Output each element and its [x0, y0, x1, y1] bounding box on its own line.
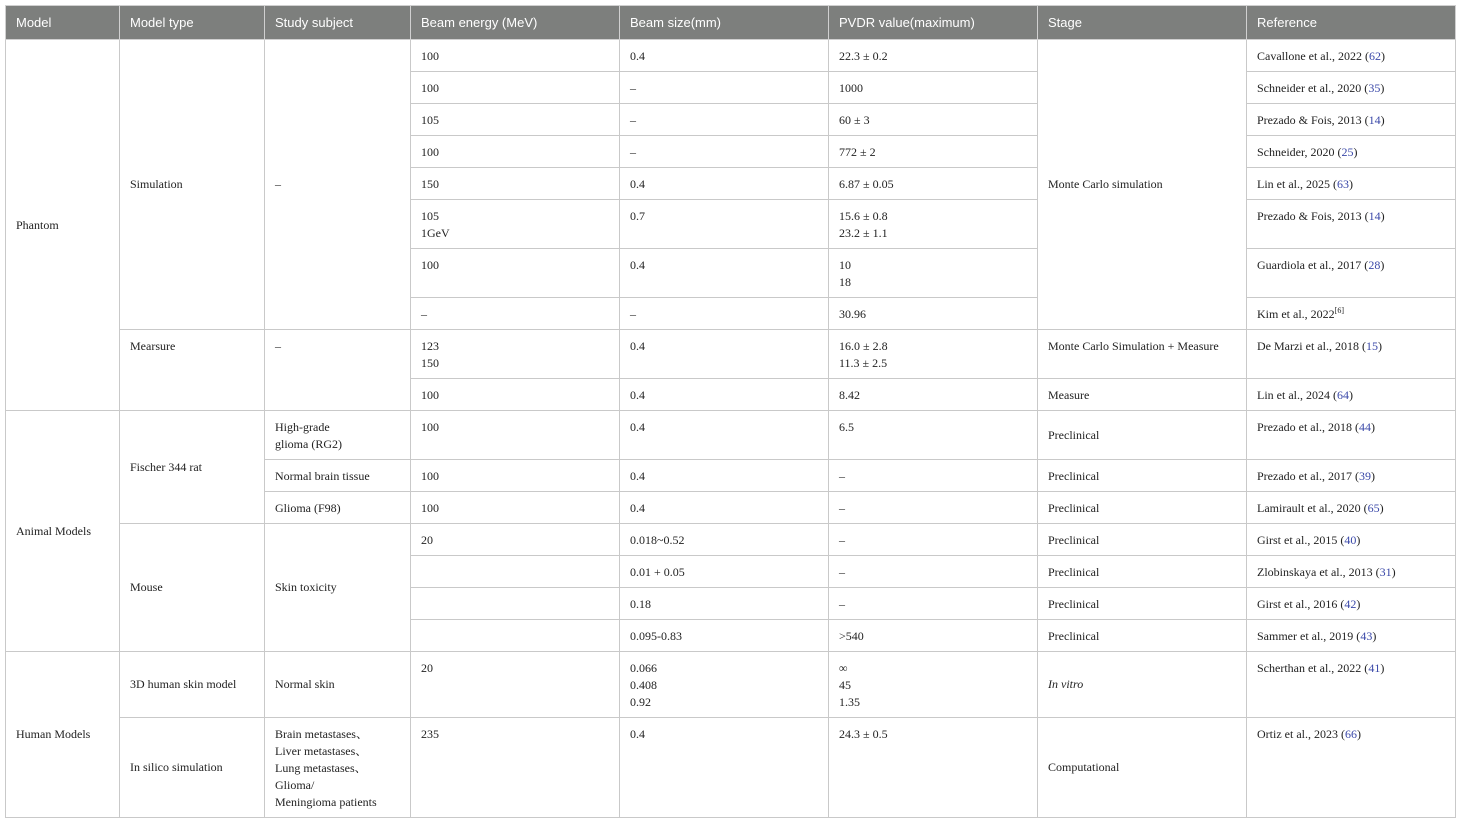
size-cell: 0.18 [620, 588, 829, 620]
study-subject-cell: Normal skin [265, 652, 411, 718]
reference-cell [1247, 718, 1456, 818]
reference-text: Kim et al., 2022 [1257, 307, 1335, 321]
reference-cell [1247, 104, 1456, 136]
reference-cell [1247, 588, 1456, 620]
reference-link[interactable]: 44 [1358, 420, 1371, 434]
reference-close: ) [1380, 81, 1385, 95]
reference-close: ) [1379, 501, 1384, 515]
reference-close: ) [1356, 597, 1361, 611]
stage-cell: Preclinical [1038, 524, 1247, 556]
pvdr-cell: – [829, 556, 1038, 588]
table-row [6, 524, 1456, 556]
energy-cell: 123 150 [411, 330, 620, 379]
energy-cell: 100 [411, 460, 620, 492]
stage-cell: Monte Carlo simulation [1038, 40, 1247, 330]
reference-text: Prezado et al., 2017 ( [1257, 469, 1359, 483]
reference-cell [1247, 200, 1456, 249]
pvdr-cell: 60 ± 3 [829, 104, 1038, 136]
reference-close: ) [1370, 469, 1375, 483]
size-cell: 0.4 [620, 40, 829, 72]
reference-close: ) [1391, 565, 1396, 579]
pvdr-cell: – [829, 524, 1038, 556]
model-type-cell: Mearsure [120, 330, 265, 411]
reference-text: Sammer et al., 2019 ( [1257, 629, 1361, 643]
pvdr-cell: ∞ 45 1.35 [829, 652, 1038, 718]
pvdr-cell: 10 18 [829, 249, 1038, 298]
reference-text: Lin et al., 2024 ( [1257, 388, 1337, 402]
reference-text: De Marzi et al., 2018 ( [1257, 339, 1366, 353]
pvdr-cell: 24.3 ± 0.5 [829, 718, 1038, 818]
study-subject-cell: – [265, 40, 411, 330]
stage-cell: Preclinical [1038, 588, 1247, 620]
reference-close: ) [1377, 339, 1382, 353]
model-type-cell: Fischer 344 rat [120, 411, 265, 524]
stage-cell: Preclinical [1038, 460, 1247, 492]
energy-cell [411, 620, 620, 652]
study-subject-cell: Brain metastases、 Liver metastases、 Lung metastases、 Glioma/ Meningioma patients [265, 718, 411, 818]
reference-link[interactable]: 39 [1358, 469, 1371, 483]
energy-cell: 100 [411, 492, 620, 524]
stage-cell: Computational [1038, 718, 1247, 818]
pvdr-cell: 6.5 [829, 411, 1038, 460]
reference-cell [1247, 460, 1456, 492]
reference-text: Scherthan et al., 2022 ( [1257, 661, 1369, 675]
reference-close: ) [1356, 727, 1361, 741]
header-reference: Reference [1247, 6, 1456, 40]
energy-cell: 20 [411, 652, 620, 718]
energy-cell: – [411, 298, 620, 330]
stage-cell: Preclinical [1038, 492, 1247, 524]
reference-superscript: [6] [1334, 306, 1344, 315]
size-cell: – [620, 298, 829, 330]
reference-cell [1247, 72, 1456, 104]
reference-cell [1247, 652, 1456, 718]
data-table [5, 5, 1456, 818]
size-cell: – [620, 136, 829, 168]
header-beam-size: Beam size(mm) [620, 6, 829, 40]
reference-close: ) [1380, 113, 1385, 127]
reference-close: ) [1348, 177, 1353, 191]
size-cell: 0.4 [620, 330, 829, 379]
reference-cell [1247, 620, 1456, 652]
energy-cell: 235 [411, 718, 620, 818]
energy-cell: 100 [411, 40, 620, 72]
energy-cell: 100 [411, 72, 620, 104]
reference-link[interactable]: 35 [1368, 81, 1381, 95]
reference-link[interactable]: 66 [1344, 727, 1357, 741]
study-subject-cell: High-grade glioma (RG2) [265, 411, 411, 460]
reference-text: Schneider, 2020 ( [1257, 145, 1342, 159]
table-row [6, 652, 1456, 718]
energy-cell [411, 556, 620, 588]
size-cell: 0.4 [620, 718, 829, 818]
reference-cell [1247, 411, 1456, 460]
model-type-cell: 3D human skin model [120, 652, 265, 718]
reference-link[interactable]: 40 [1344, 533, 1357, 547]
reference-link[interactable]: 42 [1344, 597, 1357, 611]
reference-text: Prezado & Fois, 2013 ( [1257, 209, 1369, 223]
stage-cell: Monte Carlo Simulation + Measure [1038, 330, 1247, 379]
pvdr-cell: 22.3 ± 0.2 [829, 40, 1038, 72]
energy-cell: 100 [411, 411, 620, 460]
stage-cell: Preclinical [1038, 620, 1247, 652]
model-type-cell: In silico simulation [120, 718, 265, 818]
reference-text: Cavallone et al., 2022 ( [1257, 49, 1369, 63]
stage-cell: Preclinical [1038, 556, 1247, 588]
header-model-type: Model type [120, 6, 265, 40]
reference-link[interactable]: 15 [1365, 339, 1378, 353]
size-cell: 0.4 [620, 168, 829, 200]
reference-cell [1247, 168, 1456, 200]
header-study-subject: Study subject [265, 6, 411, 40]
energy-cell: 100 [411, 136, 620, 168]
pvdr-cell: 6.87 ± 0.05 [829, 168, 1038, 200]
stage-cell: In vitro [1038, 652, 1247, 718]
size-cell: 0.4 [620, 411, 829, 460]
size-cell: 0.4 [620, 460, 829, 492]
study-subject-cell: Skin toxicity [265, 524, 411, 652]
reference-close: ) [1370, 420, 1375, 434]
reference-link[interactable]: 14 [1368, 113, 1381, 127]
reference-text: Zlobinskaya et al., 2013 ( [1257, 565, 1380, 579]
reference-cell [1247, 330, 1456, 379]
reference-link[interactable]: 65 [1367, 501, 1380, 515]
table-row [6, 411, 1456, 460]
study-subject-cell: – [265, 330, 411, 411]
reference-link[interactable]: 62 [1368, 49, 1381, 63]
pvdr-cell: 30.96 [829, 298, 1038, 330]
table-row [6, 718, 1456, 818]
pvdr-cell: – [829, 492, 1038, 524]
stage-cell: Preclinical [1038, 411, 1247, 460]
size-cell: – [620, 104, 829, 136]
pvdr-cell: 15.6 ± 0.8 23.2 ± 1.1 [829, 200, 1038, 249]
reference-close: ) [1372, 629, 1377, 643]
reference-text: Schneider et al., 2020 ( [1257, 81, 1369, 95]
reference-link[interactable]: 28 [1368, 258, 1381, 272]
reference-close: ) [1348, 388, 1353, 402]
study-subject-cell: Glioma (F98) [265, 492, 411, 524]
reference-cell [1247, 492, 1456, 524]
size-cell: 0.4 [620, 249, 829, 298]
reference-text: Girst et al., 2015 ( [1257, 533, 1345, 547]
model-type-cell: Mouse [120, 524, 265, 652]
energy-cell: 105 [411, 104, 620, 136]
reference-link[interactable]: 14 [1368, 209, 1381, 223]
pvdr-cell: 1000 [829, 72, 1038, 104]
size-cell: 0.4 [620, 379, 829, 411]
reference-cell [1247, 379, 1456, 411]
reference-close: ) [1380, 661, 1385, 675]
reference-cell [1247, 556, 1456, 588]
reference-close: ) [1353, 145, 1358, 159]
header-beam-energy: Beam energy (MeV) [411, 6, 620, 40]
energy-cell: 20 [411, 524, 620, 556]
header-row [6, 6, 1456, 40]
reference-close: ) [1380, 258, 1385, 272]
reference-close: ) [1356, 533, 1361, 547]
pvdr-cell: – [829, 460, 1038, 492]
reference-text: Lamirault et al., 2020 ( [1257, 501, 1368, 515]
reference-cell [1247, 249, 1456, 298]
table-row [6, 330, 1456, 379]
stage-cell: Measure [1038, 379, 1247, 411]
reference-cell [1247, 298, 1456, 330]
model-cell: Human Models [6, 652, 120, 818]
table-row [6, 40, 1456, 72]
reference-text: Girst et al., 2016 ( [1257, 597, 1345, 611]
reference-close: ) [1380, 209, 1385, 223]
energy-cell: 150 [411, 168, 620, 200]
reference-link[interactable]: 63 [1336, 177, 1349, 191]
reference-link[interactable]: 64 [1336, 388, 1349, 402]
pvdr-cell: – [829, 588, 1038, 620]
size-cell: 0.7 [620, 200, 829, 249]
reference-close: ) [1380, 49, 1385, 63]
reference-text: Prezado et al., 2018 ( [1257, 420, 1359, 434]
size-cell: 0.018~0.52 [620, 524, 829, 556]
reference-cell [1247, 136, 1456, 168]
reference-link[interactable]: 43 [1360, 629, 1373, 643]
reference-link[interactable]: 41 [1368, 661, 1381, 675]
pvdr-cell: 772 ± 2 [829, 136, 1038, 168]
reference-text: Ortiz et al., 2023 ( [1257, 727, 1345, 741]
size-cell: 0.01 + 0.05 [620, 556, 829, 588]
energy-cell [411, 588, 620, 620]
model-cell: Animal Models [6, 411, 120, 652]
reference-link[interactable]: 31 [1379, 565, 1392, 579]
pvdr-cell: >540 [829, 620, 1038, 652]
header-pvdr: PVDR value(maximum) [829, 6, 1038, 40]
size-cell: – [620, 72, 829, 104]
reference-text: Guardiola et al., 2017 ( [1257, 258, 1369, 272]
study-subject-cell: Normal brain tissue [265, 460, 411, 492]
size-cell: 0.4 [620, 492, 829, 524]
header-stage: Stage [1038, 6, 1247, 40]
reference-text: Prezado & Fois, 2013 ( [1257, 113, 1369, 127]
reference-link[interactable]: 25 [1341, 145, 1354, 159]
model-cell: Phantom [6, 40, 120, 411]
reference-cell [1247, 524, 1456, 556]
reference-text: Lin et al., 2025 ( [1257, 177, 1337, 191]
header-model: Model [6, 6, 120, 40]
energy-cell: 105 1GeV [411, 200, 620, 249]
pvdr-cell: 16.0 ± 2.8 11.3 ± 2.5 [829, 330, 1038, 379]
pvdr-cell: 8.42 [829, 379, 1038, 411]
size-cell: 0.095-0.83 [620, 620, 829, 652]
energy-cell: 100 [411, 249, 620, 298]
reference-cell [1247, 40, 1456, 72]
energy-cell: 100 [411, 379, 620, 411]
model-type-cell: Simulation [120, 40, 265, 330]
size-cell: 0.066 0.408 0.92 [620, 652, 829, 718]
